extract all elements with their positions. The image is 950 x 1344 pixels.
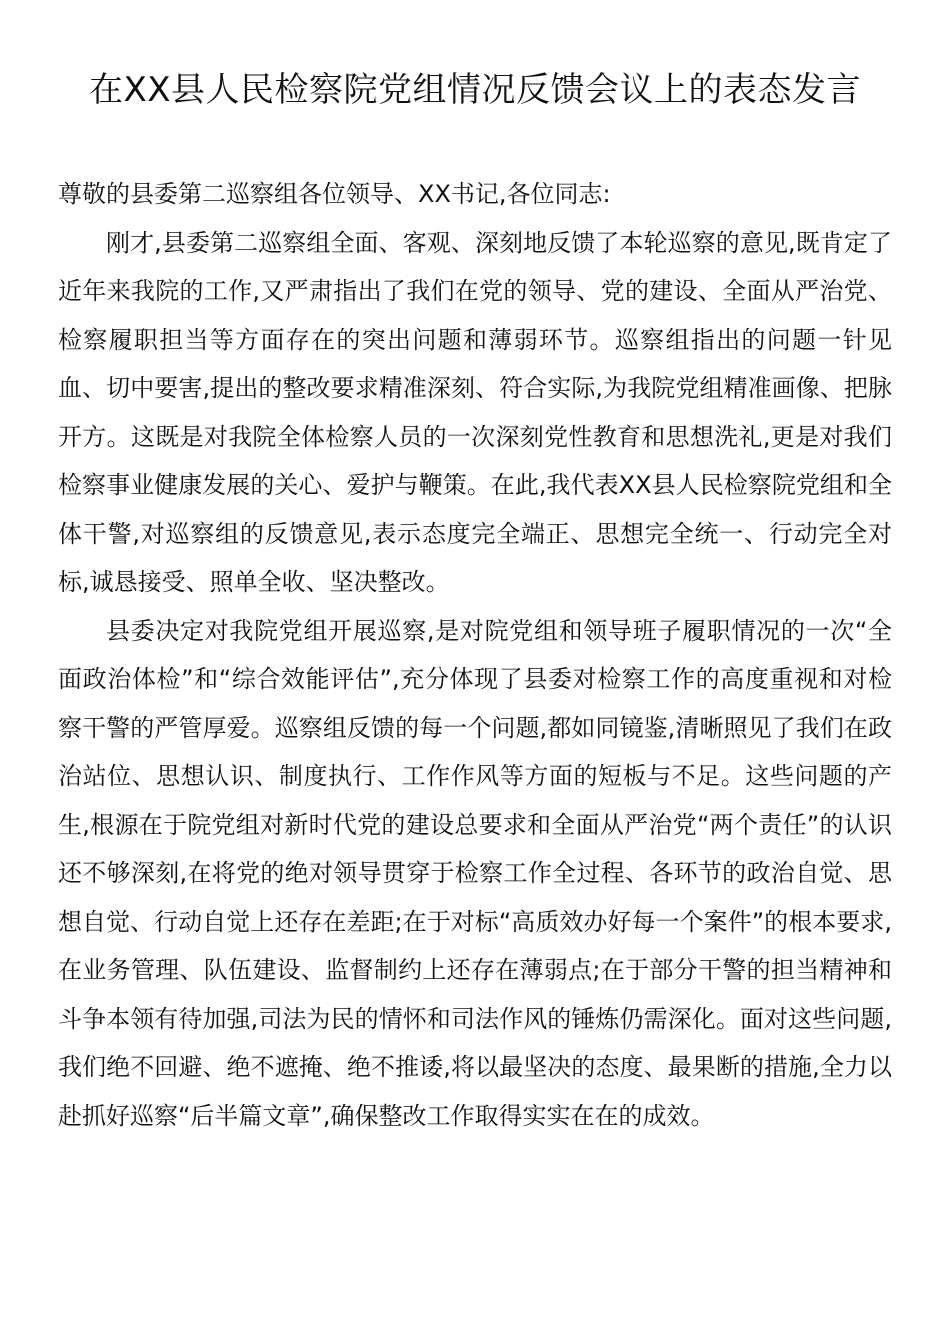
paragraph-1: 刚才,县委第二巡察组全面、客观、深刻地反馈了本轮巡察的意见,既肯定了近年来我院的工作,又严肃指出了我们在党的领导、党的建设、全面从严治党、检察履职担当等方面存在的突出问题和薄弱环节。巡察组指出的问题一针见血、切中要害,提出的整改要求精准深刻、符合实际,为我院党组精准画像、把脉开方。这既是对我院全体检察人员的一次深刻党性教育和思想洗礼,更是对我们检察事业健康发展的关心、爱护与鞭策。在此,我代表XX县人民检察院党组和全体干警,对巡察组的反馈意见,表示态度完全端正、思想完全统一、行动完全对标,诚恳接受、照单全收、坚决整改。 [58,228,892,596]
paragraph-2: 县委决定对我院党组开展巡察,是对院党组和领导班子履职情况的一次“全面政治体检”和“综合效能评估”,充分体现了县委对检察工作的高度重视和对检察干警的严管厚爱。巡察组反馈的每一个问题,都如同镜鉴,清晰照见了我们在政治站位、思想认识、制度执行、工作作风等方面的短板与不足。这些问题的产生,根源在于院党组对新时代党的建设总要求和全面从严治党“两个责任”的认识还不够深刻,在将党的绝对领导贯穿于检察工作全过程、各环节的政治自觉、思想自觉、行动自觉上还存在差距;在于对标“高质效办好每一个案件”的根本要求,在业务管理、队伍建设、监督制约上还存在薄弱点;在于部分干警的担当精神和斗争本领有待加强,司法为民的情怀和司法作风的锤炼仍需深化。面对这些问题,我们绝不回避、绝不遮掩、绝不推诿,将以最坚决的态度、最果断的措施,全力以赴抓好巡察“后半篇文章”,确保整改工作取得实实在在的成效。 [58,616,892,1130]
document-title: 在XX县人民检察院党组情况反馈会议上的表态发言 [88,70,862,110]
salutation: 尊敬的县委第二巡察组各位领导、XX书记,各位同志: [58,180,611,208]
document-body [58,170,892,1140]
